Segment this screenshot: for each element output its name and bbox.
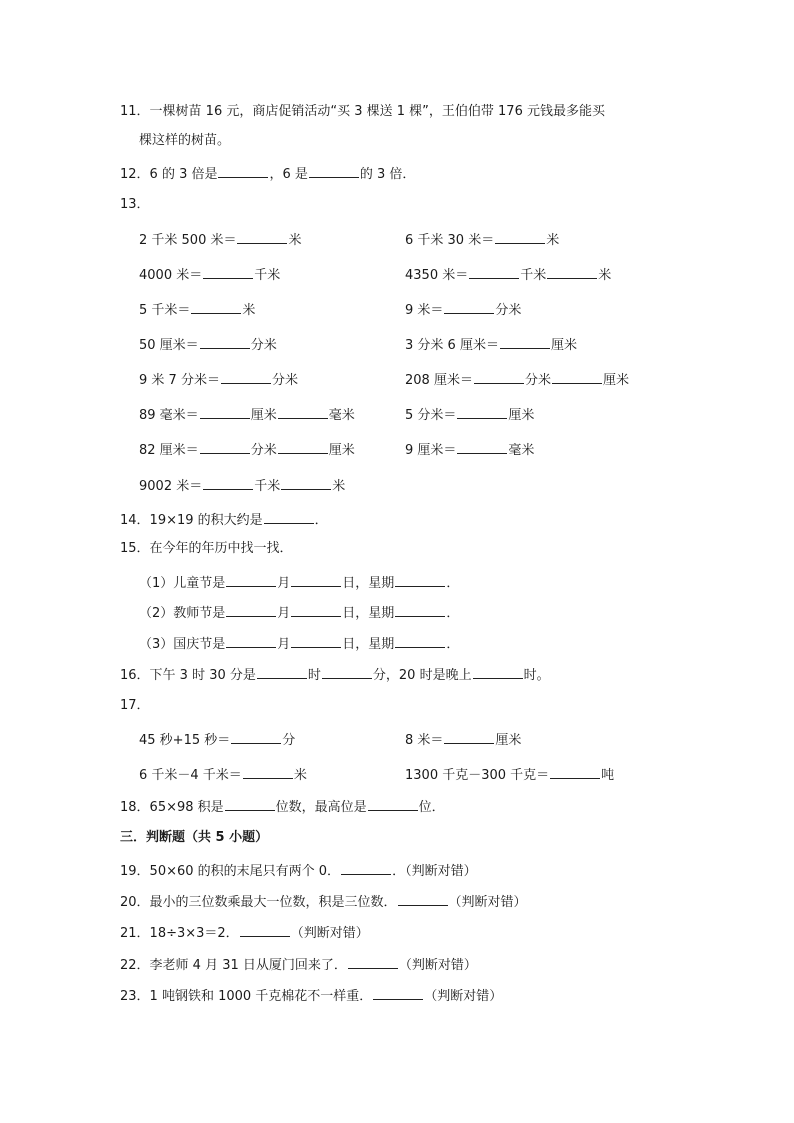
q15-item-1: （1）儿童节是 月 日，星期 ．: [139, 573, 459, 593]
answer-blank[interactable]: [231, 730, 281, 744]
answer-blank[interactable]: [291, 573, 341, 587]
answer-blank[interactable]: [200, 440, 250, 454]
answer-blank[interactable]: [237, 230, 287, 244]
q13-right-3: 9 米＝ 分米: [405, 300, 521, 320]
answer-blank[interactable]: [552, 370, 602, 384]
answer-blank[interactable]: [291, 603, 341, 617]
section-3-heading: 三．判断题（共 5 小题）: [120, 830, 269, 845]
q13-right-2: 4350 米＝ 千米 米: [405, 265, 611, 285]
q13-left-1: 2 千米 500 米＝ 米: [139, 230, 302, 250]
answer-blank[interactable]: [474, 370, 524, 384]
answer-blank[interactable]: [395, 634, 445, 648]
question-15-title: 15．在今年的年历中找一找．: [120, 541, 293, 556]
answer-blank[interactable]: [395, 603, 445, 617]
answer-blank[interactable]: [278, 405, 328, 419]
question-13-number: 13．: [120, 197, 150, 212]
q13-left-7: 82 厘米＝ 分米 厘米: [139, 440, 355, 460]
q13-right-4: 3 分米 6 厘米＝ 厘米: [405, 335, 577, 355]
answer-blank[interactable]: [278, 440, 328, 454]
q17-left-2: 6 千米－4 千米＝ 米: [139, 765, 307, 785]
answer-blank[interactable]: [322, 665, 372, 679]
answer-blank[interactable]: [368, 797, 418, 811]
answer-blank[interactable]: [225, 797, 275, 811]
answer-blank[interactable]: [200, 405, 250, 419]
answer-blank[interactable]: [457, 440, 507, 454]
answer-blank[interactable]: [226, 573, 276, 587]
q13-left-4: 50 厘米＝ 分米: [139, 335, 277, 355]
answer-blank[interactable]: [226, 603, 276, 617]
answer-blank[interactable]: [226, 634, 276, 648]
answer-blank[interactable]: [550, 765, 600, 779]
answer-blank[interactable]: [264, 510, 314, 524]
question-16: 16．下午 3 时 30 分是 时 分，20 时是晚上 时。: [120, 665, 550, 685]
question-11: [120, 103, 605, 121]
q11-cont: 棵这样的树苗。: [139, 133, 231, 148]
answer-blank[interactable]: [469, 265, 519, 279]
q13-right-7: 9 厘米＝ 毫米: [405, 440, 534, 460]
answer-blank[interactable]: [547, 265, 597, 279]
answer-blank[interactable]: [243, 765, 293, 779]
answer-blank[interactable]: [341, 861, 391, 875]
answer-blank[interactable]: [309, 164, 359, 178]
question-23: 23．1 吨钢铁和 1000 千克棉花不一样重． （判断对错）: [120, 986, 502, 1006]
question-12: 12．6 的 3 倍是 ，6 是 的 3 倍．: [120, 164, 415, 184]
question-20: 20．最小的三位数乘最大一位数，积是三位数． （判断对错）: [120, 892, 527, 912]
q13-right-6: 5 分米＝ 厘米: [405, 405, 534, 425]
q13-right-1: 6 千米 30 米＝ 米: [405, 230, 559, 250]
answer-blank[interactable]: [444, 730, 494, 744]
answer-blank[interactable]: [200, 335, 250, 349]
q15-item-2: （2）教师节是 月 日，星期 ．: [139, 603, 459, 623]
answer-blank[interactable]: [444, 300, 494, 314]
answer-blank[interactable]: [203, 476, 253, 490]
q15-item-3: （3）国庆节是 月 日，星期 ．: [139, 634, 459, 654]
answer-blank[interactable]: [221, 370, 271, 384]
answer-blank[interactable]: [348, 955, 398, 969]
answer-blank[interactable]: [240, 923, 290, 937]
answer-blank[interactable]: [373, 986, 423, 1000]
q11-text: 11．一棵树苗 16 元，商店促销活动“买 3 棵送 1 棵”，王伯伯带 176 元钱最多能买: [120, 104, 605, 119]
answer-blank[interactable]: [281, 476, 331, 490]
question-14: 14．19×19 的积大约是 ．: [120, 510, 328, 530]
answer-blank[interactable]: [473, 665, 523, 679]
q13-left-5: 9 米 7 分米＝ 分米: [139, 370, 298, 390]
answer-blank[interactable]: [191, 300, 241, 314]
answer-blank[interactable]: [495, 230, 545, 244]
answer-blank[interactable]: [257, 665, 307, 679]
answer-blank[interactable]: [203, 265, 253, 279]
answer-blank[interactable]: [457, 405, 507, 419]
q13-right-5: 208 厘米＝ 分米 厘米: [405, 370, 629, 390]
q17-left-1: 45 秒+15 秒＝ 分: [139, 730, 295, 750]
question-21: 21．18÷3×3＝2． （判断对错）: [120, 923, 369, 943]
q13-left-3: 5 千米＝ 米: [139, 300, 255, 320]
question-22: 22．李老师 4 月 31 日从厦门回来了． （判断对错）: [120, 955, 477, 975]
q17-right-2: 1300 千克－300 千克＝ 吨: [405, 765, 614, 785]
q17-right-1: 8 米＝ 厘米: [405, 730, 521, 750]
answer-blank[interactable]: [218, 164, 268, 178]
q13-left-2: 4000 米＝ 千米: [139, 265, 280, 285]
answer-blank[interactable]: [291, 634, 341, 648]
question-11-cont: [139, 132, 230, 150]
q13-left-8: 9002 米＝ 千米 米: [139, 476, 345, 496]
q13-left-6: 89 毫米＝ 厘米 毫米: [139, 405, 355, 425]
answer-blank[interactable]: [398, 892, 448, 906]
question-18: 18．65×98 积是 位数，最高位是 位．: [120, 797, 445, 817]
question-17-number: 17．: [120, 698, 150, 713]
answer-blank[interactable]: [395, 573, 445, 587]
question-19: 19．50×60 的积的末尾只有两个 0． ．（判断对错）: [120, 861, 477, 881]
answer-blank[interactable]: [500, 335, 550, 349]
